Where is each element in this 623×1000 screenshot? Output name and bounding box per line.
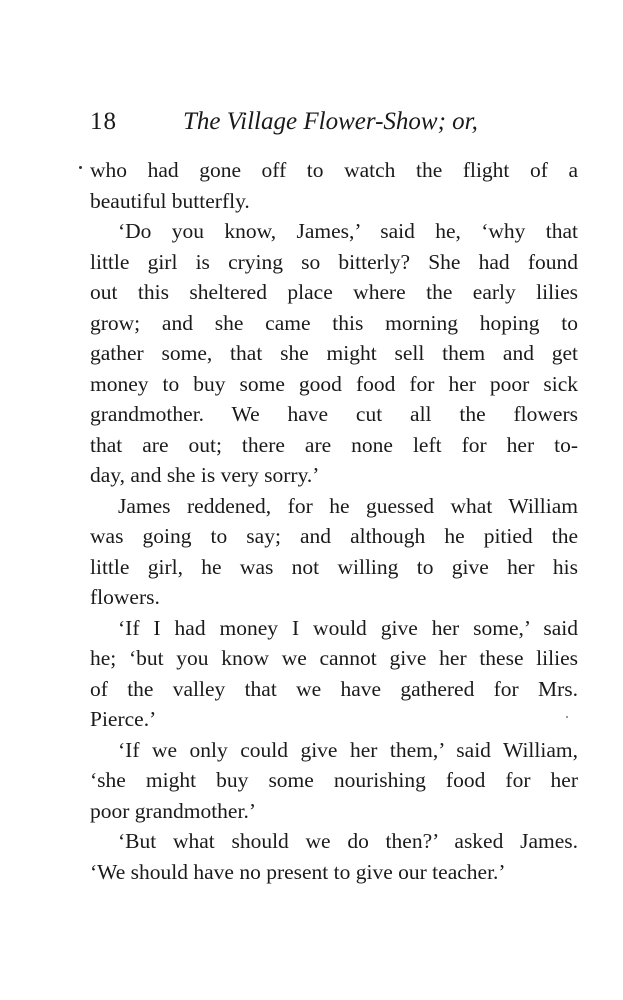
page-header bbox=[90, 104, 530, 140]
text-line: James reddened, for he guessed what William bbox=[118, 493, 578, 518]
text-line: ‘Do you know, James,’ said he, ‘why that bbox=[118, 219, 578, 243]
text-line: he; ‘but you know we cannot give her these lilies bbox=[90, 646, 578, 670]
running-title: The Village Flower-Show; or, bbox=[183, 108, 478, 135]
text-line: of the valley that we have gathered for Mrs. bbox=[90, 676, 578, 701]
body-text bbox=[90, 155, 578, 887]
text-line: ‘If I had money I would give her some,’ said bbox=[118, 615, 578, 640]
text-line: day, and she is very sorry.’ bbox=[90, 463, 320, 487]
text-line: ‘If we only could give her them,’ said William, bbox=[118, 737, 578, 762]
page-number: 18 bbox=[90, 108, 117, 135]
text-line: beautiful butterfly. bbox=[90, 188, 250, 213]
text-line: out this sheltered place where the early lilies bbox=[90, 280, 578, 304]
text-line: poor grandmother.’ bbox=[90, 798, 256, 823]
text-line: ‘But what should we do then?’ asked James. bbox=[118, 829, 578, 853]
text-line: money to buy some good food for her poor sick bbox=[90, 371, 578, 396]
text-line: grandmother. We have cut all the flowers bbox=[90, 402, 578, 426]
text-line: grow; and she came this morning hoping to bbox=[90, 310, 578, 335]
text-line: who had gone off to watch the flight of a bbox=[90, 158, 578, 182]
text-line: ‘she might buy some nourishing food for her bbox=[90, 768, 578, 792]
text-line: gather some, that she might sell them and get bbox=[90, 341, 578, 365]
page-speck bbox=[566, 716, 568, 718]
text-line: little girl, he was not willing to give her his bbox=[90, 554, 578, 579]
text-line: ‘We should have no present to give our teacher.’ bbox=[90, 859, 506, 884]
text-line: that are out; there are none left for her to- bbox=[90, 432, 578, 457]
text-line: Pierce.’ bbox=[90, 707, 157, 731]
margin-dot bbox=[79, 166, 82, 169]
text-line: was going to say; and although he pitied the bbox=[90, 524, 578, 548]
text-line: flowers. bbox=[90, 585, 160, 609]
text-line: little girl is crying so bitterly? She had found bbox=[90, 249, 578, 274]
